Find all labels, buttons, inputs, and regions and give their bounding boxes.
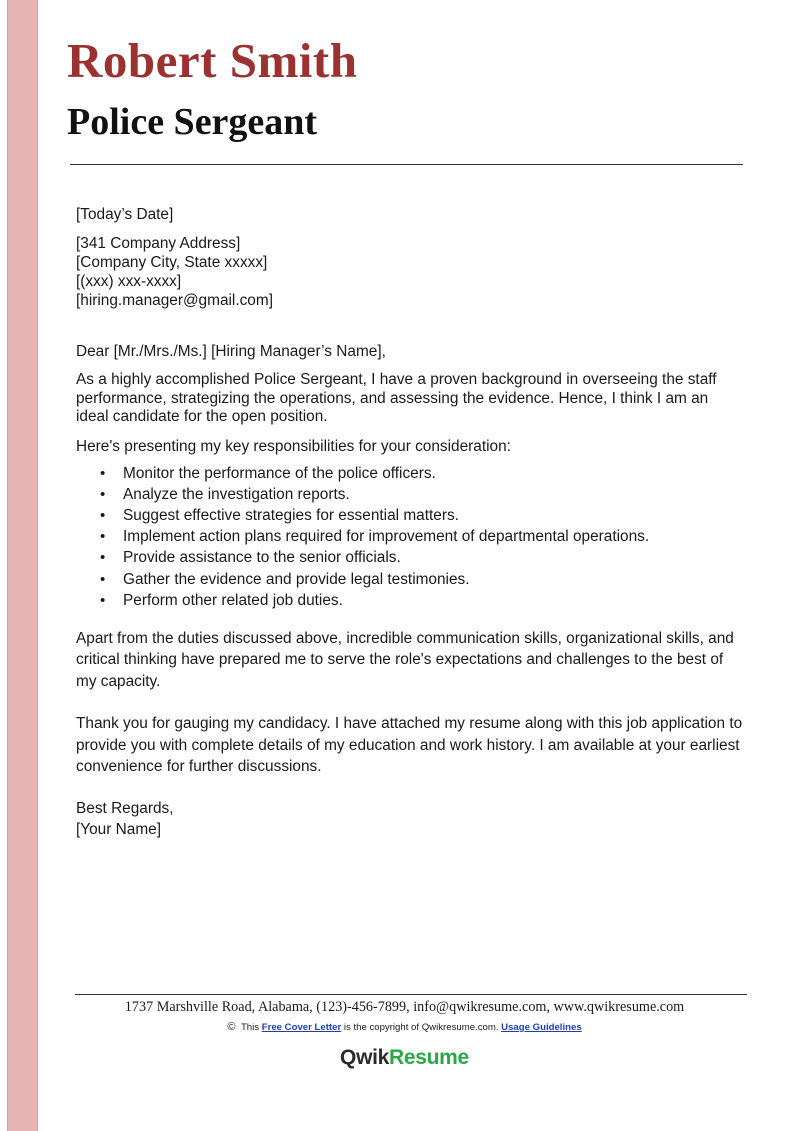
responsibilities-list — [76, 463, 744, 611]
list-item-text: Analyze the investigation reports. — [123, 485, 350, 503]
address-line: [hiring.manager@gmail.com] — [76, 292, 273, 309]
list-item — [100, 484, 744, 505]
bullet-icon: • — [100, 528, 106, 546]
list-item-text: Monitor the performance of the police officers. — [123, 464, 436, 482]
bullet-icon: • — [100, 464, 106, 482]
list-item-text: Provide assistance to the senior officials. — [123, 549, 401, 567]
recipient-address — [76, 234, 744, 310]
copyright-notice — [0, 1021, 800, 1033]
list-item — [100, 547, 744, 568]
signature-name: [Your Name] — [76, 820, 161, 838]
list-item — [100, 526, 744, 547]
responsibilities-intro: Here's presenting my key responsibilities for your consideration: — [76, 437, 511, 455]
paragraph-skills: Apart from the duties discussed above, incredible communication skills, organizational skills, and critical thinking have prepared me to serve the role's expectations and challenges to the best of my capacity. — [76, 629, 734, 690]
copyright-icon: © — [227, 1021, 236, 1033]
closing-phrase: Best Regards, — [76, 799, 174, 817]
address-line: [Company City, State xxxxx] — [76, 254, 268, 271]
bullet-icon: • — [100, 591, 106, 609]
list-item-text: Perform other related job duties. — [123, 591, 343, 609]
closing — [76, 798, 744, 840]
footer-divider — [75, 994, 747, 995]
bullet-icon: • — [100, 549, 106, 567]
bullet-icon: • — [100, 485, 106, 503]
qwikresume-logo[interactable] — [0, 1046, 800, 1070]
list-item — [100, 505, 744, 526]
bullet-icon: • — [100, 570, 106, 588]
address-line: [341 Company Address] — [76, 235, 241, 252]
job-title: Police Sergeant — [67, 101, 318, 143]
bullet-icon: • — [100, 506, 106, 524]
letter-body — [76, 205, 744, 840]
copyright-prefix: This — [240, 1022, 260, 1033]
header-divider — [70, 164, 743, 165]
side-stripe — [7, 0, 38, 1131]
free-cover-letter-link[interactable]: Free Cover Letter — [261, 1022, 342, 1033]
address-line: [(xxx) xxx-xxxx] — [76, 273, 182, 290]
paragraph-intro: As a highly accomplished Police Sergeant, I have a proven background in overseeing the staff performance, strategizing the operations, and assessing the evidence. Hence, I think I am an ideal candidate for the open position. — [76, 371, 717, 425]
copyright-text: is the copyright of Qwikresume.com. — [343, 1022, 499, 1033]
logo-part-qwik: Qwik — [340, 1046, 390, 1069]
logo-part-resume: Resume — [389, 1046, 469, 1069]
list-item-text: Implement action plans required for improvement of departmental operations. — [123, 528, 650, 546]
usage-guidelines-link[interactable]: Usage Guidelines — [501, 1022, 582, 1033]
side-band — [0, 0, 40, 1131]
list-item — [100, 569, 744, 590]
applicant-name: Robert Smith — [67, 33, 358, 88]
list-item-text: Suggest effective strategies for essential matters. — [123, 506, 459, 524]
paragraph-thanks: Thank you for gauging my candidacy. I have attached my resume along with this job application to provide you with complete details of my education and work history. I am available at your earliest convenience for further discussions. — [76, 715, 743, 776]
list-item — [100, 590, 744, 611]
salutation: Dear [Mr./Mrs./Ms.] [Hiring Manager’s Name], — [76, 343, 386, 360]
list-item — [100, 463, 744, 484]
list-item-text: Gather the evidence and provide legal testimonies. — [123, 570, 470, 588]
letter-date: [Today’s Date] — [76, 206, 174, 223]
footer-address: 1737 Marshville Road, Alabama, (123)-456-7899, info@qwikresume.com, www.qwikresume.com — [124, 999, 685, 1015]
